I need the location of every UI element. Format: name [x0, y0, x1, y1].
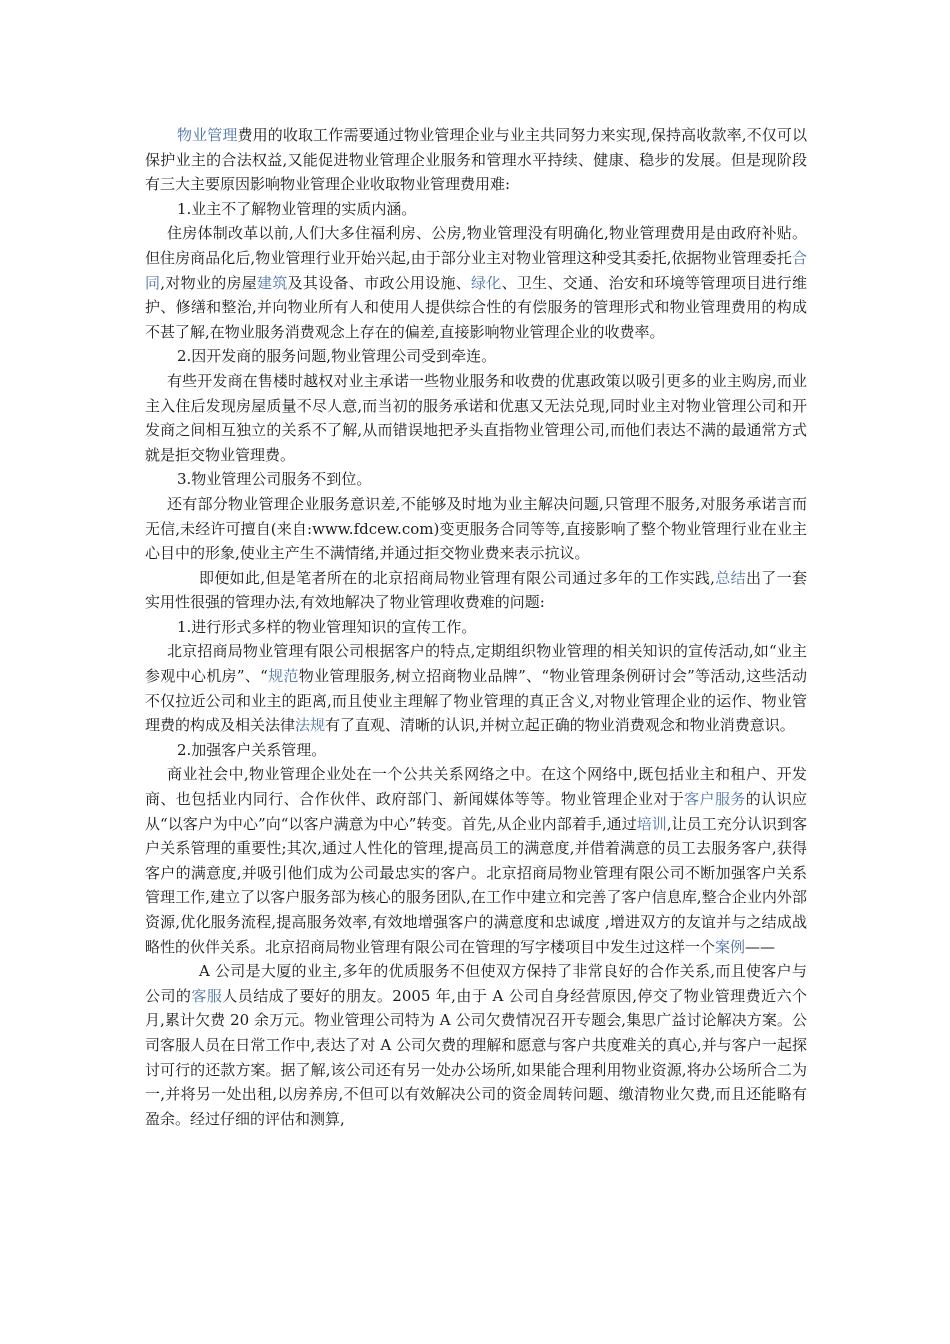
text-run: 人员结成了要好的朋友。2005 年,由于 A 公司自身经营原因,停交了物业管理费近六个月,累计欠费 20 余万元。物业管理公司特为 A 公司欠费情况召开专题会,集思广益讨论解决方案。公司客服人员在日常工作中,表达了对 A 公司欠费的理解和愿意与客户共度难关的真心,并与客户一起探讨可行的还款方案。据了解,该公司还有另一处办公场所,如果能合理利用物业资源,将办公场所合二为一,并将另一处出租,以房养房,不但可以有效解决公司的资金周转问题、缴清物业欠费,而且还能略有盈余。经过仔细的评估和测算,: [145, 986, 807, 1128]
inline-link[interactable]: 客户服务: [684, 790, 746, 809]
section-heading: [145, 467, 807, 492]
text-run: 及其设备、市政公用设施、: [287, 273, 472, 292]
paragraph: [145, 492, 807, 566]
text-run: A 公司是大厦的业主,多年的优质服务不但使双方保持了非常良好的合作关系,而且使客户与公司的: [145, 962, 807, 1005]
paragraph: [145, 639, 807, 737]
paragraph: [145, 221, 807, 344]
section-heading: [145, 344, 807, 369]
text-run: 商业社会中,物业管理企业处在一个公共关系网络之中。在这个网络中,既包括业主和租户、开发商、也包括业内同行、合作伙伴、政府部门、新闻媒体等等。物业管理企业对于: [145, 765, 807, 809]
section-heading: [145, 615, 807, 640]
text-run: 北京招商局物业管理有限公司根据客户的特点,定期组织物业管理的相关知识的宣传活动,如“业主参观中心机房”、“: [145, 642, 807, 686]
paragraph: [145, 566, 807, 615]
text-run: 即便如此,但是笔者所在的北京招商局物业管理有限公司通过多年的工作实践,: [199, 568, 715, 587]
text-run: 、卫生、交通、治安和环境等管理项目进行维护、修缮和整治,并向物业所有人和使用人提供综合性的有偿服务的管理形式和物业管理费用的构成不甚了解,在物业服务消费观念上存在的偏差,直接影响物业管理企业的收费率。: [145, 273, 807, 341]
text-run: 的认识应从“以客户为中心”向“以客户满意为中心”转变。首先,从企业内部着手,通过: [145, 790, 807, 833]
inline-link[interactable]: 案例: [715, 937, 746, 956]
text-run: 物业管理服务,树立招商物业品牌”、“物业管理条例研讨会”等活动,这些活动不仅拉近公司和业主的距离,而且使业主理解了物业管理的真正含义,对物业管理企业的运作、物业管理费的构成及相关法律: [145, 667, 807, 735]
text-run: 2.加强客户关系管理。: [177, 740, 327, 759]
text-run: 3.物业管理公司服务不到位。: [177, 470, 372, 489]
text-run: 有了直观、清晰的认识,并树立起正确的物业消费观念和物业消费意识。: [325, 716, 795, 735]
inline-link[interactable]: 规范: [267, 667, 299, 686]
text-run: 费用的收取工作需要通过物业管理企业与业主共同努力来实现,保持高收款率,不仅可以保护业主的合法权益,又能促进物业管理企业服务和管理水平持续、健康、稳步的发展。但是现阶段有三大主要原因影响物业管理企业收取物业管理费用难:: [145, 126, 807, 194]
text-run: ——: [745, 937, 776, 956]
paragraph: [145, 123, 807, 197]
text-run: 有些开发商在售楼时越权对业主承诺一些物业服务和收费的优惠政策以吸引更多的业主购房,而业主入住后发现房屋质量不尽人意,而当初的服务承诺和优惠又无法兑现,同时业主对物业管理公司和开发商之间相互独立的关系不了解,从而错误地把矛头直指物业管理公司,而他们表达不满的最通常方式就是拒交物业管理费。: [145, 371, 807, 464]
text-run: ,让员工充分认识到客户关系管理的重要性;其次,通过人性化的管理,提高员工的满意度,并借着满意的员工去服务客户,获得客户的满意度,并吸引他们成为公司最忠实的客户。北京招商局物业管理有限公司不断加强客户关系管理工作,建立了以客户服务部为核心的服务团队,在工作中建立和完善了客户信息库,整合企业内外部资源,优化服务流程,提高服务效率,有效地增强客户的满意度和忠诚度 ,增进双方的友谊并与之结成战略性的伙伴关系。北京招商局物业管理有限公司在管理的写字楼项目中发生过这样一个: [145, 814, 807, 956]
text-run: 出了一套实用性很强的管理办法,有效地解决了物业管理收费难的问题:: [145, 568, 807, 612]
inline-link[interactable]: 客服: [191, 986, 223, 1005]
text-run: ,对物业的房屋: [160, 273, 258, 292]
inline-link[interactable]: 绿化: [471, 273, 502, 292]
paragraph: [145, 762, 807, 959]
section-heading: [145, 738, 807, 763]
text-run: 1.进行形式多样的物业管理知识的宣传工作。: [177, 617, 477, 636]
section-heading: [145, 197, 807, 222]
inline-link[interactable]: 总结: [714, 568, 746, 587]
text-run: 还有部分物业管理企业服务意识差,不能够及时地为业主解决问题,只管理不服务,对服务承诺言而无信,未经许可擅自(来自:www.fdcew.com)变更服务合同等等,直接影响了整个物业管理行业在业主心目中的形象,使业主产生不满情绪,并通过拒交物业费来表示抗议。: [145, 494, 807, 563]
paragraph: [145, 959, 807, 1131]
inline-link[interactable]: 培训: [636, 814, 667, 833]
paragraph: [145, 369, 807, 467]
document-body: [145, 123, 807, 1131]
text-run: 2.因开发商的服务问题,物业管理公司受到牵连。: [177, 347, 497, 366]
inline-link[interactable]: 物业管理: [177, 126, 238, 144]
inline-link[interactable]: 法规: [295, 716, 326, 735]
inline-link[interactable]: 合同: [145, 248, 807, 292]
text-run: 住房体制改革以前,人们大多住福利房、公房,物业管理没有明确化,物业管理费用是由政府补贴。但住房商品化后,物业管理行业开始兴起,由于部分业主对物业管理这种受其委托,依据物业管理委托: [145, 224, 807, 267]
text-run: 1.业主不了解物业管理的实质内涵。: [177, 199, 417, 218]
inline-link[interactable]: 建筑: [257, 273, 288, 292]
